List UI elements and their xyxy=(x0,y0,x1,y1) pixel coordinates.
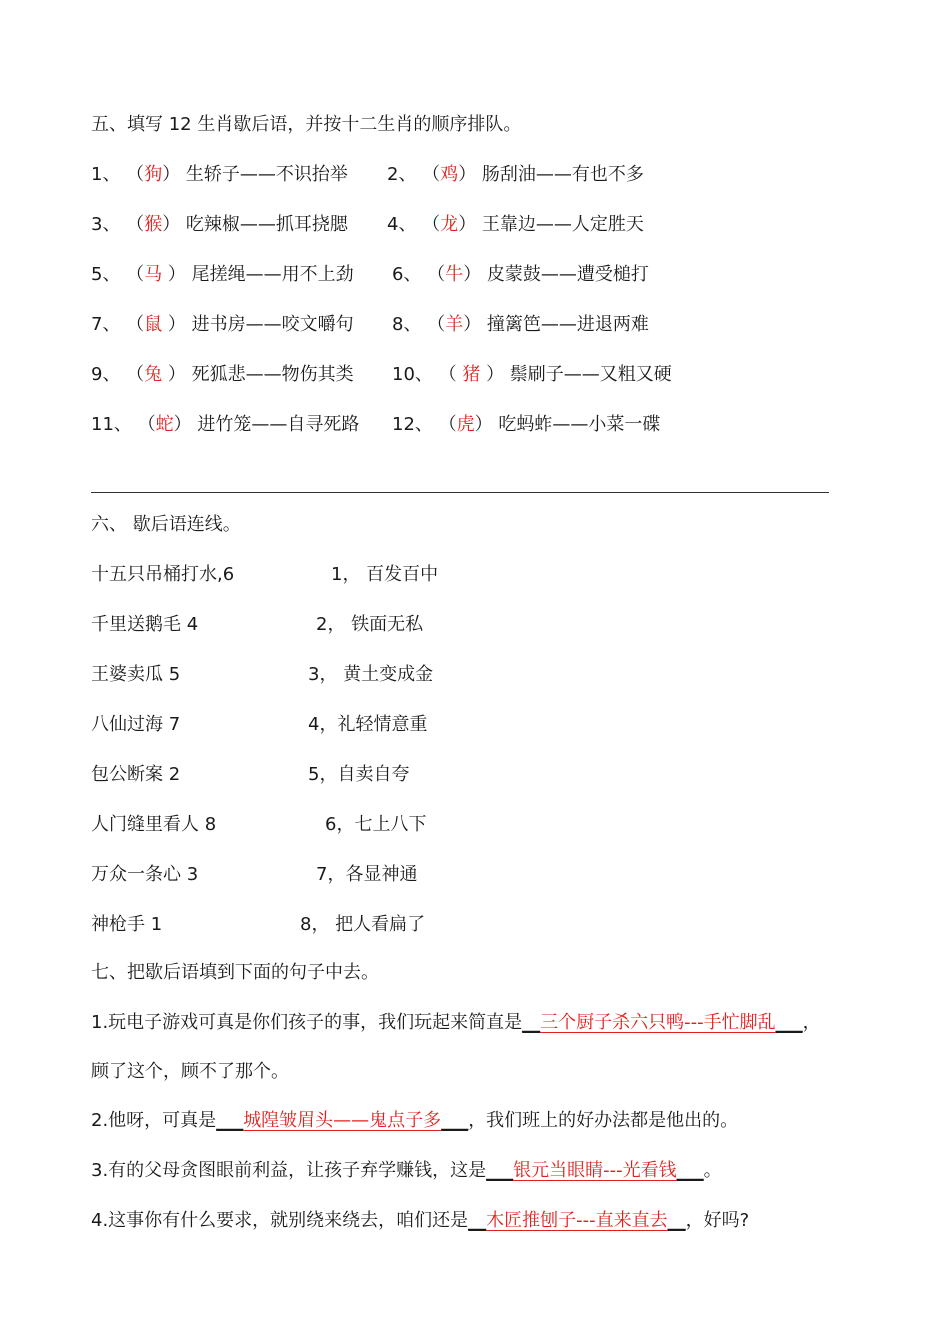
answer-animal: 牛 xyxy=(445,264,464,285)
section6-heading: 六、 歇后语连线。 xyxy=(91,514,241,535)
section5-heading: 五、填写 12 生肖歇后语，并按十二生肖的顺序排队。 xyxy=(91,114,522,135)
match-left-item: 万众一条心 3 xyxy=(91,864,199,885)
answer-animal: 马 xyxy=(144,264,163,285)
answer-phrase: 木匠推刨子---直来直去 xyxy=(486,1210,668,1231)
answer-animal: 鼠 xyxy=(144,314,163,335)
answer-animal: 兔 xyxy=(144,364,163,385)
match-right-item: 7，各显神通 xyxy=(316,864,418,885)
answer-animal: 龙 xyxy=(440,214,459,235)
list-item: 12、 （虎） 吃蚂蚱——小菜一碟 xyxy=(392,414,661,435)
answer-phrase: 三个厨子杀六只鸭---手忙脚乱 xyxy=(540,1012,776,1033)
list-item: 7、 （鼠 ） 进书房——咬文嚼句 xyxy=(91,314,354,335)
list-item: 8、 （羊） 撞篱笆——进退两难 xyxy=(392,314,649,335)
answer-animal: 鸡 xyxy=(440,164,459,185)
match-left-item: 千里送鹅毛 4 xyxy=(91,614,199,635)
divider xyxy=(91,492,829,493)
match-right-item: 3， 黄土变成金 xyxy=(308,664,434,685)
list-item: 10、 （ 猪 ） 鬃刷子——又粗又硬 xyxy=(392,364,672,385)
list-item: 6、 （牛） 皮蒙鼓——遭受槌打 xyxy=(392,264,649,285)
list-item: 1、 （狗） 生轿子——不识抬举 xyxy=(91,164,348,185)
list-item: 3、 （猴） 吃辣椒——抓耳挠腮 xyxy=(91,214,348,235)
sentence-1-continuation: 顾了这个，顾不了那个。 xyxy=(91,1061,289,1082)
list-item: 11、 （蛇） 进竹笼——自寻死路 xyxy=(91,414,360,435)
match-right-item: 4，礼轻情意重 xyxy=(308,714,428,735)
answer-animal: 羊 xyxy=(445,314,464,335)
match-left-item: 十五只吊桶打水,6 xyxy=(91,564,235,585)
list-item: 9、 （兔 ） 死狐悲——物伤其类 xyxy=(91,364,354,385)
match-left-item: 包公断案 2 xyxy=(91,764,181,785)
match-left-item: 王婆卖瓜 5 xyxy=(91,664,181,685)
match-left-item: 神枪手 1 xyxy=(91,914,163,935)
answer-animal: 猪 xyxy=(462,364,481,385)
sentence-2: 2.他呀，可真是___城隍皱眉头——鬼点子多___，我们班上的好办法都是他出的。 xyxy=(91,1110,739,1131)
match-right-item: 1， 百发百中 xyxy=(331,564,439,585)
answer-animal: 蛇 xyxy=(155,414,174,435)
list-item: 4、 （龙） 王靠边——人定胜天 xyxy=(387,214,644,235)
answer-animal: 狗 xyxy=(144,164,163,185)
sentence-3: 3.有的父母贪图眼前利益，让孩子弃学赚钱，这是___银元当眼睛---光看钱___。 xyxy=(91,1160,722,1181)
answer-animal: 猴 xyxy=(144,214,163,235)
list-item: 2、 （鸡） 肠刮油——有也不多 xyxy=(387,164,644,185)
answer-phrase: 城隍皱眉头——鬼点子多 xyxy=(243,1110,442,1131)
answer-animal: 虎 xyxy=(456,414,475,435)
section7-heading: 七、把歇后语填到下面的句子中去。 xyxy=(91,962,379,983)
match-left-item: 人门缝里看人 8 xyxy=(91,814,217,835)
match-right-item: 5，自卖自夸 xyxy=(308,764,410,785)
match-right-item: 2， 铁面无私 xyxy=(316,614,424,635)
sentence-1: 1.玩电子游戏可真是你们孩子的事，我们玩起来简直是__三个厨子杀六只鸭---手忙脚乱___， xyxy=(91,1012,821,1033)
sentence-4: 4.这事你有什么要求，就别绕来绕去，咱们还是__木匠推刨子---直来直去__，好吗? xyxy=(91,1210,750,1231)
answer-phrase: 银元当眼睛---光看钱 xyxy=(513,1160,677,1181)
match-right-item: 6，七上八下 xyxy=(325,814,427,835)
list-item: 5、 （马 ） 尾搓绳——用不上劲 xyxy=(91,264,354,285)
match-left-item: 八仙过海 7 xyxy=(91,714,181,735)
match-right-item: 8， 把人看扁了 xyxy=(300,914,426,935)
